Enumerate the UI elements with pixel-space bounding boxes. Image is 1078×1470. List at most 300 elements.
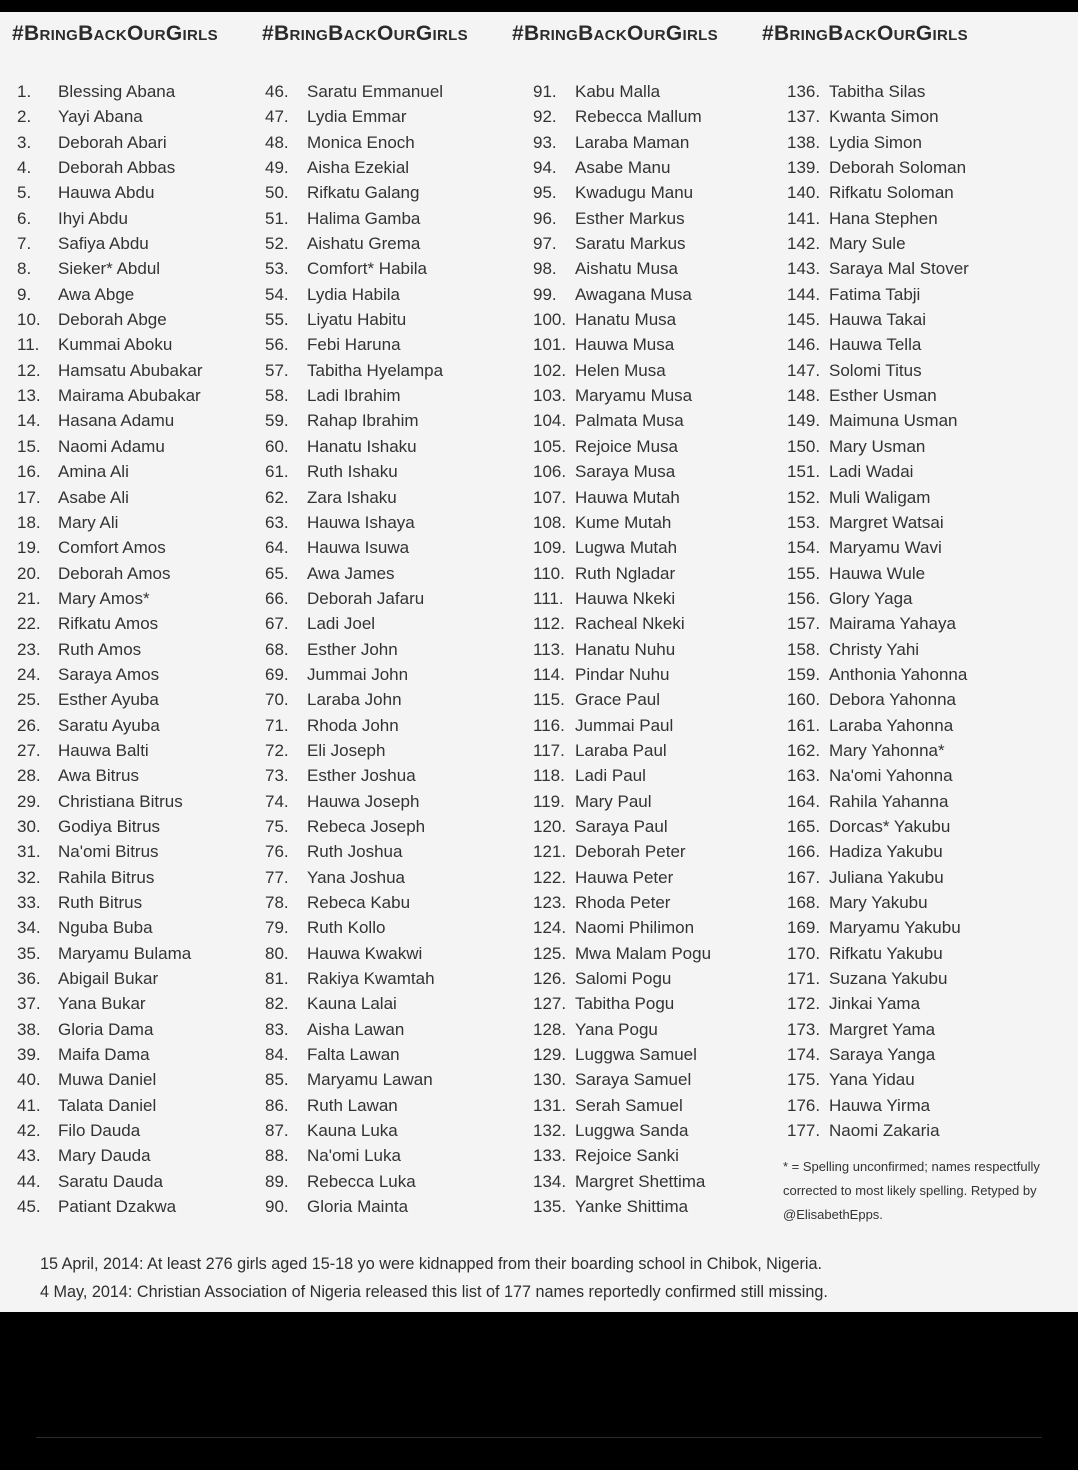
list-item-number: 70. — [265, 690, 289, 710]
list-item-name: Debora Yahonna — [829, 690, 956, 710]
list-item-number: 77. — [265, 867, 289, 887]
list-item-number: 53. — [265, 259, 289, 279]
list-item-name: Sieker* Abdul — [58, 259, 161, 279]
list-item-number: 57. — [265, 360, 289, 380]
list-item-number: 162. — [787, 740, 821, 760]
list-item-name: Ruth Joshua — [307, 842, 403, 862]
list-item-name: Saratu Markus — [575, 234, 686, 254]
list-item-number: 72. — [265, 740, 289, 760]
list-item-name: Halima Gamba — [307, 208, 421, 228]
list-item-number: 103. — [533, 386, 567, 406]
list-item-number: 15. — [17, 436, 41, 456]
list-item-name: Palmata Musa — [575, 411, 684, 431]
list-item-name: Laraba Maman — [575, 132, 690, 152]
list-item-name: Mary Sule — [829, 234, 906, 254]
list-item-number: 114. — [533, 664, 565, 684]
list-item-number: 120. — [533, 816, 567, 836]
list-item-name: Maryamu Wavi — [829, 538, 942, 558]
hashtag-header: #BringBackOurGirls — [262, 22, 468, 45]
list-item-name: Rejoice Sanki — [575, 1146, 679, 1166]
list-item-name: Hauwa Balti — [58, 740, 149, 760]
list-item-number: 78. — [265, 893, 289, 912]
list-item-name: Deborah Amos — [58, 563, 171, 583]
list-item-number: 128. — [533, 1019, 567, 1039]
list-item-number: 16. — [17, 462, 41, 482]
list-item-name: Maimuna Usman — [829, 411, 958, 431]
list-item-number: 165. — [787, 816, 821, 836]
list-item-name: Saraya Mal Stover — [829, 259, 969, 279]
list-item-name: Maryamu Bulama — [58, 943, 192, 963]
list-item-number: 67. — [265, 614, 289, 634]
list-item-name: Hauwa Wule — [829, 563, 926, 583]
caption — [40, 1250, 1075, 1306]
list-item-number: 68. — [265, 639, 289, 659]
list-item-name: Deborah Peter — [575, 842, 686, 862]
list-item-number: 88. — [265, 1146, 289, 1166]
list-item-name: Anthonia Yahonna — [829, 664, 968, 684]
list-item-number: 25. — [17, 690, 41, 710]
list-item-number: 97. — [533, 234, 557, 254]
list-item-number: 10. — [17, 310, 41, 330]
list-item-number: 27. — [17, 740, 41, 760]
list-item-number: 42. — [17, 1121, 41, 1141]
list-item-number: 4. — [17, 158, 32, 178]
list-item-name: Kauna Lalai — [307, 994, 397, 1014]
list-item-number: 82. — [265, 994, 289, 1014]
list-item-number: 146. — [787, 335, 821, 355]
list-item-name: Jummai Paul — [575, 715, 674, 735]
hashtag-header: #BringBackOurGirls — [762, 22, 968, 45]
list-item-name: Rhoda John — [307, 715, 399, 735]
list-item-number: 56. — [265, 335, 289, 355]
list-item-number: 155. — [787, 563, 821, 583]
list-item-name: Nguba Buba — [58, 918, 153, 938]
list-item-name: Lydia Simon — [829, 132, 922, 152]
list-item-name: Febi Haruna — [307, 335, 401, 355]
list-item-number: 159. — [787, 664, 821, 684]
list-item-name: Juliana Yakubu — [829, 867, 944, 887]
list-item-name: Comfort* Habila — [307, 259, 427, 279]
list-item-number: 141. — [787, 208, 821, 228]
list-item-name: Maryamu Lawan — [307, 1070, 433, 1090]
list-item-name: Solomi Titus — [829, 360, 922, 380]
list-item-number: 48. — [265, 132, 289, 152]
list-item-name: Pindar Nuhu — [575, 664, 670, 684]
list-item-name: Hauwa Ishaya — [307, 512, 415, 532]
hashtag-header: #BringBackOurGirls — [512, 22, 718, 45]
list-item-number: 154. — [787, 538, 821, 558]
list-item-name: Rifkatu Amos — [58, 614, 159, 634]
list-item-name: Christy Yahi — [829, 639, 920, 659]
list-item-name: Jinkai Yama — [829, 994, 921, 1014]
list-item-number: 161. — [787, 715, 821, 735]
list-item-number: 116. — [533, 715, 565, 735]
list-item-name: Falta Lawan — [307, 1045, 400, 1065]
list-item-number: 122. — [533, 867, 567, 887]
list-item-name: Mary Dauda — [58, 1146, 151, 1166]
list-item-number: 134. — [533, 1171, 567, 1191]
list-item-number: 39. — [17, 1045, 41, 1065]
list-item-name: Asabe Ali — [58, 487, 129, 507]
hashtag-header-row — [0, 22, 1078, 56]
list-item-name: Saraya Samuel — [575, 1070, 692, 1090]
list-item-number: 118. — [533, 766, 565, 786]
caption-line-kidnapping: 15 April, 2014: At least 276 girls aged 15-18 yo were kidnapped from their boarding school in Chibok, Nigeria. — [40, 1255, 822, 1273]
list-item-name: Ladi Wadai — [829, 462, 914, 482]
list-item-number: 153. — [787, 512, 821, 532]
list-item-number: 106. — [533, 462, 567, 482]
list-item-name: Hauwa Nkeki — [575, 588, 676, 608]
list-item-number: 44. — [17, 1171, 41, 1191]
list-item-number: 8. — [17, 259, 32, 279]
list-item-number: 13. — [17, 386, 41, 406]
list-item-number: 32. — [17, 867, 41, 887]
list-item-name: Muli Waligam — [829, 487, 931, 507]
list-item-number: 166. — [787, 842, 821, 862]
list-item-name: Blessing Abana — [58, 82, 176, 101]
list-item-name: Maryamu Musa — [575, 386, 693, 406]
list-item-number: 38. — [17, 1019, 41, 1039]
list-item-number: 95. — [533, 183, 557, 203]
list-item-name: Naomi Adamu — [58, 436, 165, 456]
list-item-number: 79. — [265, 918, 289, 938]
list-item-number: 87. — [265, 1121, 289, 1141]
list-item-name: Maifa Dama — [58, 1045, 150, 1065]
list-item-number: 58. — [265, 386, 289, 406]
list-item-name: Kwanta Simon — [829, 107, 939, 127]
list-item-name: Mary Yahonna* — [829, 740, 945, 760]
list-item-number: 112. — [533, 614, 565, 634]
list-item-number: 21. — [17, 588, 41, 608]
list-item-number: 143. — [787, 259, 821, 279]
list-item-name: Deborah Soloman — [829, 158, 967, 178]
list-item-number: 174. — [787, 1045, 821, 1065]
list-item-name: Saraya Amos — [58, 664, 160, 684]
list-item-number: 177. — [787, 1121, 821, 1141]
list-item-number: 158. — [787, 639, 821, 659]
list-item-name: Gloria Dama — [58, 1019, 154, 1039]
list-item-name: Comfort Amos — [58, 538, 166, 558]
list-item-name: Ladi Paul — [575, 766, 646, 786]
list-item-number: 2. — [17, 107, 32, 127]
list-item-number: 55. — [265, 310, 289, 330]
list-item-number: 61. — [265, 462, 289, 482]
list-item-number: 157. — [787, 614, 821, 634]
list-item-name: Tabitha Pogu — [575, 994, 675, 1014]
list-item-number: 28. — [17, 766, 41, 786]
list-item-number: 71. — [265, 715, 289, 735]
list-item-name: Hauwa Yirma — [829, 1095, 931, 1115]
list-item-number: 168. — [787, 893, 821, 912]
list-item-name: Yana Joshua — [307, 867, 405, 887]
list-item-name: Yanke Shittima — [575, 1197, 689, 1217]
list-item-number: 74. — [265, 791, 289, 811]
list-item-number: 63. — [265, 512, 289, 532]
list-item-number: 152. — [787, 487, 821, 507]
list-item-number: 46. — [265, 82, 289, 101]
list-item-name: Hauwa Joseph — [307, 791, 420, 811]
list-item-name: Liyatu Habitu — [307, 310, 407, 330]
list-item-number: 7. — [17, 234, 32, 254]
list-item-number: 140. — [787, 183, 821, 203]
list-item-number: 45. — [17, 1197, 41, 1217]
list-item-number: 93. — [533, 132, 557, 152]
list-item-number: 138. — [787, 132, 821, 152]
list-item-number: 119. — [533, 791, 565, 811]
list-item-name: Hanatu Ishaku — [307, 436, 417, 456]
list-item-name: Ihyi Abdu — [58, 208, 128, 228]
list-item-number: 33. — [17, 893, 41, 912]
list-item-name: Rifkatu Soloman — [829, 183, 954, 203]
list-item-number: 105. — [533, 436, 567, 456]
list-item-number: 23. — [17, 639, 41, 659]
list-item-number: 94. — [533, 158, 557, 178]
list-item-number: 34. — [17, 918, 41, 938]
list-item-name: Esther Usman — [829, 386, 937, 406]
list-item-name: Mwa Malam Pogu — [575, 943, 712, 963]
list-item-number: 136. — [787, 82, 821, 101]
list-item-name: Mairama Abubakar — [58, 386, 201, 406]
list-item-number: 75. — [265, 816, 289, 836]
list-item-name: Hadiza Yakubu — [829, 842, 943, 862]
list-item-number: 17. — [17, 487, 41, 507]
list-item-name: Naomi Philimon — [575, 918, 695, 938]
list-item-name: Na'omi Bitrus — [58, 842, 159, 862]
list-item-name: Aisha Ezekial — [307, 158, 410, 178]
list-item-number: 115. — [533, 690, 565, 710]
list-item-name: Naomi Zakaria — [829, 1121, 940, 1141]
list-item-number: 92. — [533, 107, 557, 127]
list-item-number: 169. — [787, 918, 821, 938]
list-item-name: Esther John — [307, 639, 398, 659]
list-item-number: 81. — [265, 969, 289, 989]
list-item-name: Jummai John — [307, 664, 409, 684]
list-item-name: Racheal Nkeki — [575, 614, 685, 634]
list-item-name: Grace Paul — [575, 690, 661, 710]
list-item-name: Esther Ayuba — [58, 690, 159, 710]
list-item-number: 62. — [265, 487, 289, 507]
list-item-number: 109. — [533, 538, 567, 558]
list-item-number: 117. — [533, 740, 565, 760]
list-item-name: Hauwa Kwakwi — [307, 943, 423, 963]
list-item-name: Kauna Luka — [307, 1121, 398, 1141]
list-item-number: 5. — [17, 183, 32, 203]
list-item-number: 86. — [265, 1095, 289, 1115]
list-item-number: 160. — [787, 690, 821, 710]
list-item-number: 123. — [533, 893, 567, 912]
list-item-name: Saraya Paul — [575, 816, 668, 836]
list-item-number: 36. — [17, 969, 41, 989]
list-item-number: 59. — [265, 411, 289, 431]
list-item-number: 150. — [787, 436, 821, 456]
list-item-name: Lugwa Mutah — [575, 538, 678, 558]
list-item-name: Rejoice Musa — [575, 436, 678, 456]
list-item-number: 73. — [265, 766, 289, 786]
list-item-name: Ruth Kollo — [307, 918, 386, 938]
list-item-name: Glory Yaga — [829, 588, 913, 608]
list-item-number: 40. — [17, 1070, 41, 1090]
list-item-number: 170. — [787, 943, 821, 963]
list-item-name: Esther Markus — [575, 208, 685, 228]
list-item-number: 132. — [533, 1121, 567, 1141]
list-item-name: Suzana Yakubu — [829, 969, 948, 989]
list-item-name: Kwadugu Manu — [575, 183, 694, 203]
list-item-name: Ruth Bitrus — [58, 893, 143, 912]
list-item-name: Ruth Lawan — [307, 1095, 398, 1115]
list-item-name: Dorcas* Yakubu — [829, 816, 951, 836]
list-item-name: Awa Bitrus — [58, 766, 139, 786]
list-item-number: 6. — [17, 208, 32, 228]
list-item-name: Laraba Yahonna — [829, 715, 954, 735]
list-item-name: Yana Bukar — [58, 994, 146, 1014]
list-item-number: 26. — [17, 715, 41, 735]
list-item-number: 124. — [533, 918, 567, 938]
list-item-name: Deborah Abari — [58, 132, 167, 152]
list-item-number: 111. — [533, 588, 564, 608]
list-item-name: Saratu Ayuba — [58, 715, 160, 735]
top-status-bar — [0, 0, 1078, 12]
list-item-number: 104. — [533, 411, 567, 431]
list-item-name: Maryamu Yakubu — [829, 918, 961, 938]
list-item-number: 129. — [533, 1045, 567, 1065]
list-item-name: Rahila Bitrus — [58, 867, 155, 887]
list-item-name: Rebeca Joseph — [307, 816, 426, 836]
list-item-name: Talata Daniel — [58, 1095, 157, 1115]
list-item-number: 142. — [787, 234, 821, 254]
list-item-name: Hasana Adamu — [58, 411, 175, 431]
list-item-name: Deborah Abbas — [58, 158, 176, 178]
list-item-number: 66. — [265, 588, 289, 608]
list-item-number: 69. — [265, 664, 289, 684]
list-item-number: 137. — [787, 107, 821, 127]
list-item-number: 135. — [533, 1197, 567, 1217]
list-item-number: 100. — [533, 310, 567, 330]
list-item-number: 35. — [17, 943, 41, 963]
list-item-name: Patiant Dzakwa — [58, 1197, 177, 1217]
list-item-number: 108. — [533, 512, 567, 532]
list-item-number: 54. — [265, 284, 289, 304]
list-item-number: 60. — [265, 436, 289, 456]
list-item-name: Rebeca Kabu — [307, 893, 411, 912]
list-item-number: 43. — [17, 1146, 41, 1166]
list-item-name: Mary Paul — [575, 791, 652, 811]
list-item-number: 171. — [787, 969, 821, 989]
list-item-number: 51. — [265, 208, 289, 228]
list-item-number: 41. — [17, 1095, 41, 1115]
list-item-number: 12. — [17, 360, 41, 380]
list-item-name: Filo Dauda — [58, 1121, 141, 1141]
list-item-number: 126. — [533, 969, 567, 989]
list-item-name: Aisha Lawan — [307, 1019, 405, 1039]
hashtag-header: #BringBackOurGirls — [12, 22, 218, 45]
list-item-name: Rhoda Peter — [575, 893, 671, 912]
list-item-number: 172. — [787, 994, 821, 1014]
list-item-name: Rifkatu Galang — [307, 183, 420, 203]
list-item-name: Yana Yidau — [829, 1070, 915, 1090]
list-item-name: Tabitha Silas — [829, 82, 926, 101]
list-item-name: Laraba John — [307, 690, 402, 710]
caption-line-list-release: 4 May, 2014: Christian Association of Nigeria released this list of 177 names reportedly confirmed still missing. — [40, 1283, 828, 1301]
list-item-name: Hanatu Nuhu — [575, 639, 676, 659]
list-item-number: 84. — [265, 1045, 289, 1065]
list-item-name: Aishatu Musa — [575, 259, 678, 279]
list-item-name: Safiya Abdu — [58, 234, 149, 254]
list-item-name: Rakiya Kwamtah — [307, 969, 435, 989]
list-item-name: Margret Watsai — [829, 512, 944, 532]
list-item-name: Hauwa Isuwa — [307, 538, 410, 558]
list-item-name: Luggwa Sanda — [575, 1121, 689, 1141]
list-item-number: 101. — [533, 335, 567, 355]
list-item-name: Zara Ishaku — [307, 487, 397, 507]
list-item-name: Fatima Tabji — [829, 284, 921, 304]
list-item-name: Awa Abge — [58, 284, 135, 304]
list-item-name: Kabu Malla — [575, 82, 661, 101]
list-item-name: Kume Mutah — [575, 512, 672, 532]
list-item-number: 31. — [17, 842, 41, 862]
list-item-name: Mary Yakubu — [829, 893, 928, 912]
list-item-name: Yana Pogu — [575, 1019, 658, 1039]
list-item-name: Kummai Aboku — [58, 335, 173, 355]
list-item-number: 11. — [17, 335, 40, 355]
list-item-name: Hana Stephen — [829, 208, 938, 228]
list-item-name: Mary Usman — [829, 436, 926, 456]
list-item-number: 110. — [533, 563, 565, 583]
list-item-number: 18. — [17, 512, 41, 532]
list-item-name: Mairama Yahaya — [829, 614, 956, 634]
list-item-number: 156. — [787, 588, 821, 608]
list-item-name: Rahila Yahanna — [829, 791, 949, 811]
list-item-name: Hauwa Abdu — [58, 183, 155, 203]
list-item-number: 133. — [533, 1146, 567, 1166]
list-item-name: Ruth Amos — [58, 639, 142, 659]
list-item-name: Ladi Ibrahim — [307, 386, 401, 406]
list-item-number: 99. — [533, 284, 557, 304]
list-item-name: Serah Samuel — [575, 1095, 683, 1115]
list-item-name: Salomi Pogu — [575, 969, 672, 989]
list-item-number: 147. — [787, 360, 821, 380]
missing-girls-list-document — [0, 12, 1078, 1312]
list-item-name: Deborah Jafaru — [307, 588, 425, 608]
list-item-name: Tabitha Hyelampa — [307, 360, 444, 380]
list-item-name: Lydia Habila — [307, 284, 400, 304]
list-item-number: 50. — [265, 183, 289, 203]
list-item-name: Margret Shettima — [575, 1171, 706, 1191]
list-item-name: Margret Yama — [829, 1019, 936, 1039]
list-item-name: Na'omi Yahonna — [829, 766, 953, 786]
list-item-name: Laraba Paul — [575, 740, 667, 760]
list-item-name: Monica Enoch — [307, 132, 415, 152]
list-item-name: Hauwa Peter — [575, 867, 674, 887]
list-item-number: 176. — [787, 1095, 821, 1115]
list-item-number: 14. — [17, 411, 41, 431]
list-item-name: Hauwa Takai — [829, 310, 927, 330]
list-item-number: 144. — [787, 284, 821, 304]
list-item-name: Saratu Dauda — [58, 1171, 163, 1191]
list-item-name: Awa James — [307, 563, 395, 583]
list-item-number: 83. — [265, 1019, 289, 1039]
list-item-name: Rahap Ibrahim — [307, 411, 419, 431]
list-item-name: Abigail Bukar — [58, 969, 159, 989]
list-item-number: 49. — [265, 158, 289, 178]
list-item-number: 139. — [787, 158, 821, 178]
list-item-name: Godiya Bitrus — [58, 816, 161, 836]
list-item-name: Hanatu Musa — [575, 310, 677, 330]
list-item-name: Yayi Abana — [58, 107, 143, 127]
list-item-name: Saraya Musa — [575, 462, 676, 482]
list-item-number: 30. — [17, 816, 41, 836]
list-item-number: 22. — [17, 614, 41, 634]
list-item-number: 149. — [787, 411, 821, 431]
